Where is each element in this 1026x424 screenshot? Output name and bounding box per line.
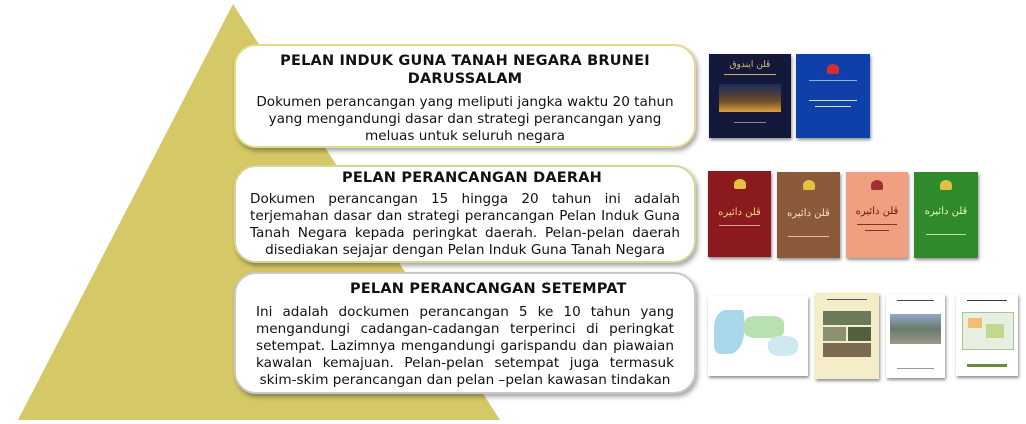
national-plan-cover-2 [796, 54, 870, 138]
level-national-title: PELAN INDUK GUNA TANAH NEGARA BRUNEI DARUSSALAM [280, 53, 650, 87]
level-district-description: Dokumen perancangan 15 hingga 20 tahun ini adalah terjemahan dasar dan strategi perancangan Pelan Induk Guna Tanah Negara kepada peringkat daerah. Pelan-pelan daerah disediakan sejajar dengan Pelan Induk Guna Tanah Negara [250, 191, 680, 258]
level-national-box [234, 44, 696, 148]
level-local-box [234, 272, 696, 394]
local-plan-cover-site-plan [956, 294, 1018, 376]
local-plan-cover-photos [815, 293, 879, 379]
district-plan-cover-brunei-muara: ﭬﻠﻦ ﺩﺍﺋﻴﺮﻩ [708, 171, 771, 257]
level-national-description: Dokumen perancangan yang meliputi jangka waktu 20 tahun yang mengandungi dasar dan strategi perancangan yang meluas untuk seluruh negara [256, 94, 674, 144]
level-local-title: PELAN PERANCANGAN SETEMPAT [350, 281, 627, 297]
local-plan-cover-map [708, 296, 808, 376]
district-plan-cover-temburong: ﭬﻠﻦ ﺩﺍﺋﻴﺮﻩ [914, 172, 978, 258]
local-plan-cover-aerial [886, 294, 945, 378]
district-plan-cover-tutong: ﭬﻠﻦ ﺩﺍﺋﻴﺮﻩ [846, 172, 908, 258]
level-district-box [234, 165, 696, 263]
level-district-title: PELAN PERANCANGAN DAERAH [342, 170, 603, 186]
level-local-description: Ini adalah dockumen perancangan 5 ke 10 tahun yang mengandungi cadangan-cadangan terperinci di peringkat setempat. Lazimnya mengandungi garispandu dan piawaian kawalan kemajuan. Pelan-pelan setempat juga termasuk skim-skim perancangan dan pelan –pelan kawasan tindakan [256, 304, 674, 388]
national-plan-cover-1: ﭬﻠﻦ ﺍﻳﻨﺪﻭﻕ [709, 54, 791, 138]
district-plan-cover-belait: ﭬﻠﻦ ﺩﺍﺋﻴﺮﻩ [777, 172, 840, 258]
